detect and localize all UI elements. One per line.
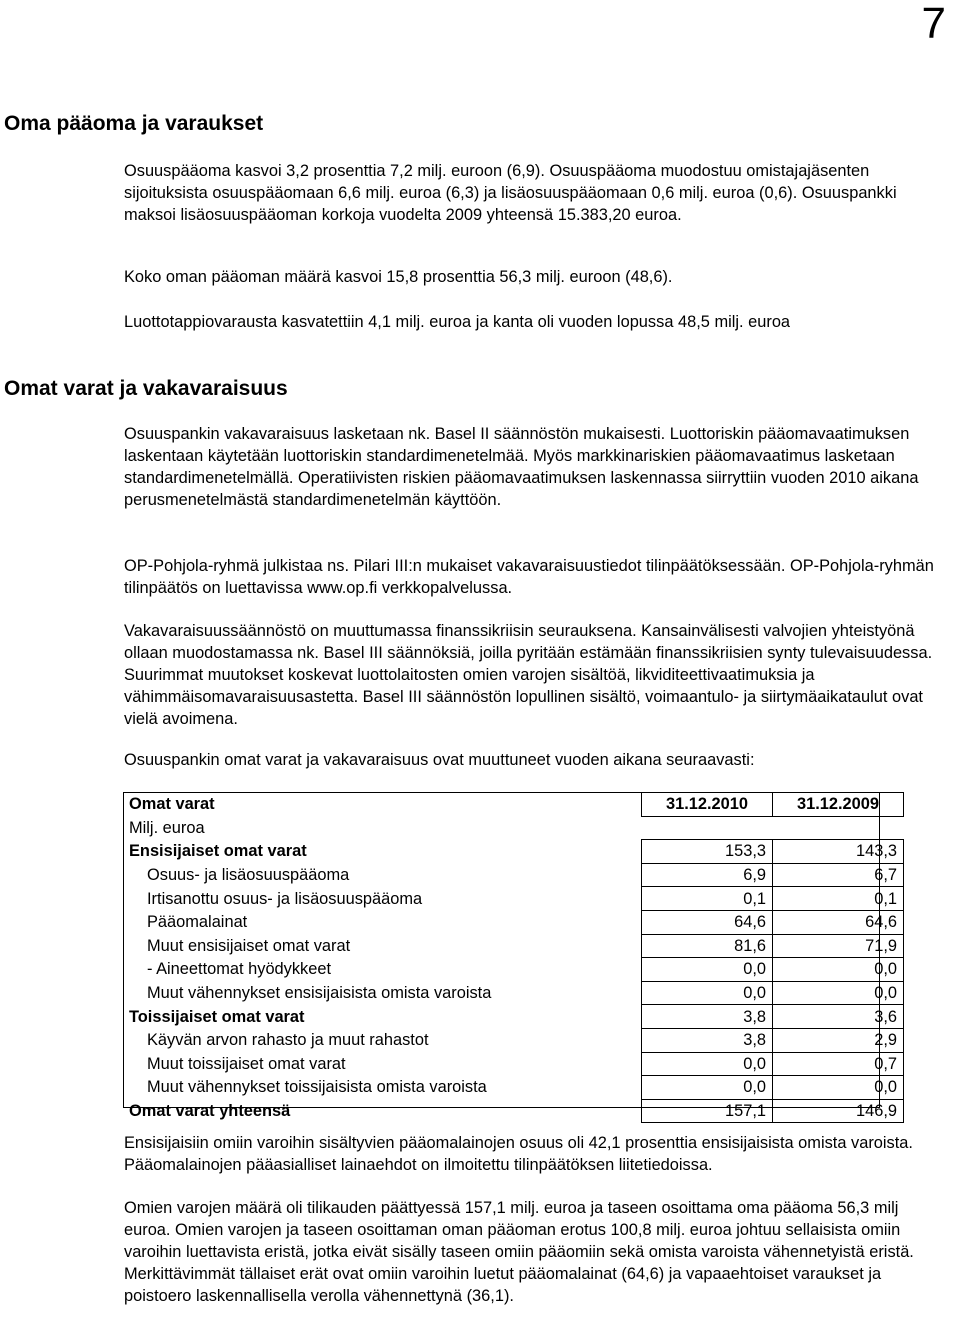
row-label: - Aineettomat hyödykkeet [147,960,332,979]
paragraph: Luottotappiovarausta kasvatettiin 4,1 milj. euroa ja kanta oli vuoden lopussa 48,5 milj. euroa [124,313,791,331]
row-value-2010: 0,1 [642,887,773,911]
own-funds-table [123,792,904,1123]
table-row [123,934,904,958]
row-value-2010: 6,9 [642,863,773,887]
table-row [123,1052,904,1076]
row-value-2009: 2,9 [773,1028,904,1052]
paragraph: Osuuspääoma kasvoi 3,2 prosenttia 7,2 milj. euroon (6,9). Osuuspääoma muodostuu omistajajäsenten sijoituksista osuuspääomaan 6,6 milj. euroa (6,3) ja lisäosuuspääomaan 0,6 milj. euroa (0,6). Osuuspankki maksoi lisäosuuspääoman korkoja vuodelta 2009 yhteensä 15.383,20 euroa. [124,162,897,224]
row-label: Käyvän arvon rahasto ja muut rahastot [147,1031,429,1050]
table-row [123,1099,904,1123]
row-label: Osuus- ja lisäosuuspääoma [147,866,350,885]
row-value-2010: 0,0 [642,1076,773,1100]
table-unit: Milj. euroa [129,818,205,837]
row-value-2010: 3,8 [642,1028,773,1052]
row-value-2009: 64,6 [773,910,904,934]
row-value-2010: 0,0 [642,1052,773,1076]
row-label: Ensisijaiset omat varat [129,842,307,861]
paragraph: Ensisijaisiin omiin varoihin sisältyvien pääomalainojen osuus oli 42,1 prosenttia ensisijaisista omista varoista. Pääomalainojen pääasialliset lainaehdot on ilmoitettu tilinpäätöksen liitetiedoissa. [124,1134,913,1174]
row-label: Pääomalainat [147,913,248,932]
row-value-2010: 157,1 [642,1099,773,1123]
row-label: Muut ensisijaiset omat varat [147,936,351,955]
page-number: 7 [921,0,946,48]
row-value-2009: 0,0 [773,981,904,1005]
table-row [123,887,904,911]
table-row [123,981,904,1005]
row-value-2009: 3,6 [773,1005,904,1029]
row-value-2010: 0,0 [642,981,773,1005]
row-value-2009: 146,9 [773,1099,904,1123]
row-value-2009: 0,0 [773,1076,904,1100]
row-value-2009: 0,0 [773,958,904,982]
row-value-2009: 6,7 [773,863,904,887]
row-value-2010: 81,6 [642,934,773,958]
row-value-2009: 71,9 [773,934,904,958]
row-value-2009: 0,1 [773,887,904,911]
row-label: Irtisanottu osuus- ja lisäosuuspääoma [147,889,423,908]
row-value-2010: 64,6 [642,910,773,934]
paragraph: Omien varojen määrä oli tilikauden päättyessä 157,1 milj. euroa ja taseen osoittama oma pääoma 56,3 milj euroa. Omien varojen ja taseen osoittaman oman pääoman erotus 100,8 milj. euroa johtuu sellaisista omiin varoihin luettavista eristä, jotka eivät sisälly taseen omiin pääomiin sekä omista varoista vähennetyistä eristä. Merkittävimmät tällaiset erät ovat omiin varoihin luetut pääomalainat (64,6) ja vapaaehtoiset varaukset ja poistoero laskennallisella verolla vähennettynä (36,1). [124,1199,914,1305]
table-row [123,910,904,934]
row-label: Muut toissijaiset omat varat [147,1054,346,1073]
paragraph: Vakavaraisuussäännöstö on muuttumassa finanssikriisin seurauksena. Kansainvälisesti valvojien yhteistyönä ollaan muodostamassa nk. Basel III säännöksiä, joilla pyritään estämään finanssikriisien synty tulevaisuudessa. Suurimmat muutokset koskevat luottolaitosten omien varojen sisältöä, likviditeettivaatimuksia ja vähimmäisomavaraisuusastetta. Basel III säännöstön lopullinen sisältö, voimaantulo- ja siirtymäaikataulut ovat vielä avoimena. [124,622,933,728]
table-row [123,1028,904,1052]
paragraph: Osuuspankin vakavaraisuus lasketaan nk. Basel II säännöstön mukaisesti. Luottoriskin pääomavaatimuksen laskentaan käytetään luottoriskin standardimenetelmää. Myös markkinariskien pääomavaatimus lasketaan standardimenetelmällä. Operatiivisten riskien pääomavaatimuksen laskennassa siirryttiin vuoden 2010 aikana perusmenetelmästä standardimenetelmän käyttöön. [124,425,919,509]
paragraph: Osuuspankin omat varat ja vakavaraisuus ovat muuttuneet vuoden aikana seuraavasti: [124,751,755,769]
table-row [123,1005,904,1029]
table-header-col-2010: 31.12.2010 [642,793,773,817]
table-row [123,840,904,864]
table-row [123,863,904,887]
table-header-col-2009: 31.12.2009 [773,793,904,817]
row-label: Muut vähennykset ensisijaisista omista varoista [147,984,492,1003]
table-header-label: Omat varat [129,795,215,814]
row-label: Omat varat yhteensä [129,1102,291,1121]
table-unit-row [123,816,904,840]
table-header-row [123,793,904,817]
section-title-capital-adequacy: Omat varat ja vakavaraisuus [4,377,288,400]
row-value-2010: 3,8 [642,1005,773,1029]
row-value-2009: 0,7 [773,1052,904,1076]
paragraph: Koko oman pääoman määrä kasvoi 15,8 prosenttia 56,3 milj. euroon (48,6). [124,268,673,286]
row-value-2010: 153,3 [642,840,773,864]
row-value-2009: 143,3 [773,840,904,864]
section-title-equity: Oma pääoma ja varaukset [4,112,264,135]
table-row [123,1076,904,1100]
row-value-2010: 0,0 [642,958,773,982]
table-row [123,958,904,982]
row-label: Muut vähennykset toissijaisista omista varoista [147,1078,487,1097]
paragraph: OP-Pohjola-ryhmä julkistaa ns. Pilari III:n mukaiset vakavaraisuustiedot tilinpäätöksessään. OP-Pohjola-ryhmän tilinpäätös on luettavissa www.op.fi verkkopalvelussa. [124,557,934,597]
row-label: Toissijaiset omat varat [129,1007,305,1026]
